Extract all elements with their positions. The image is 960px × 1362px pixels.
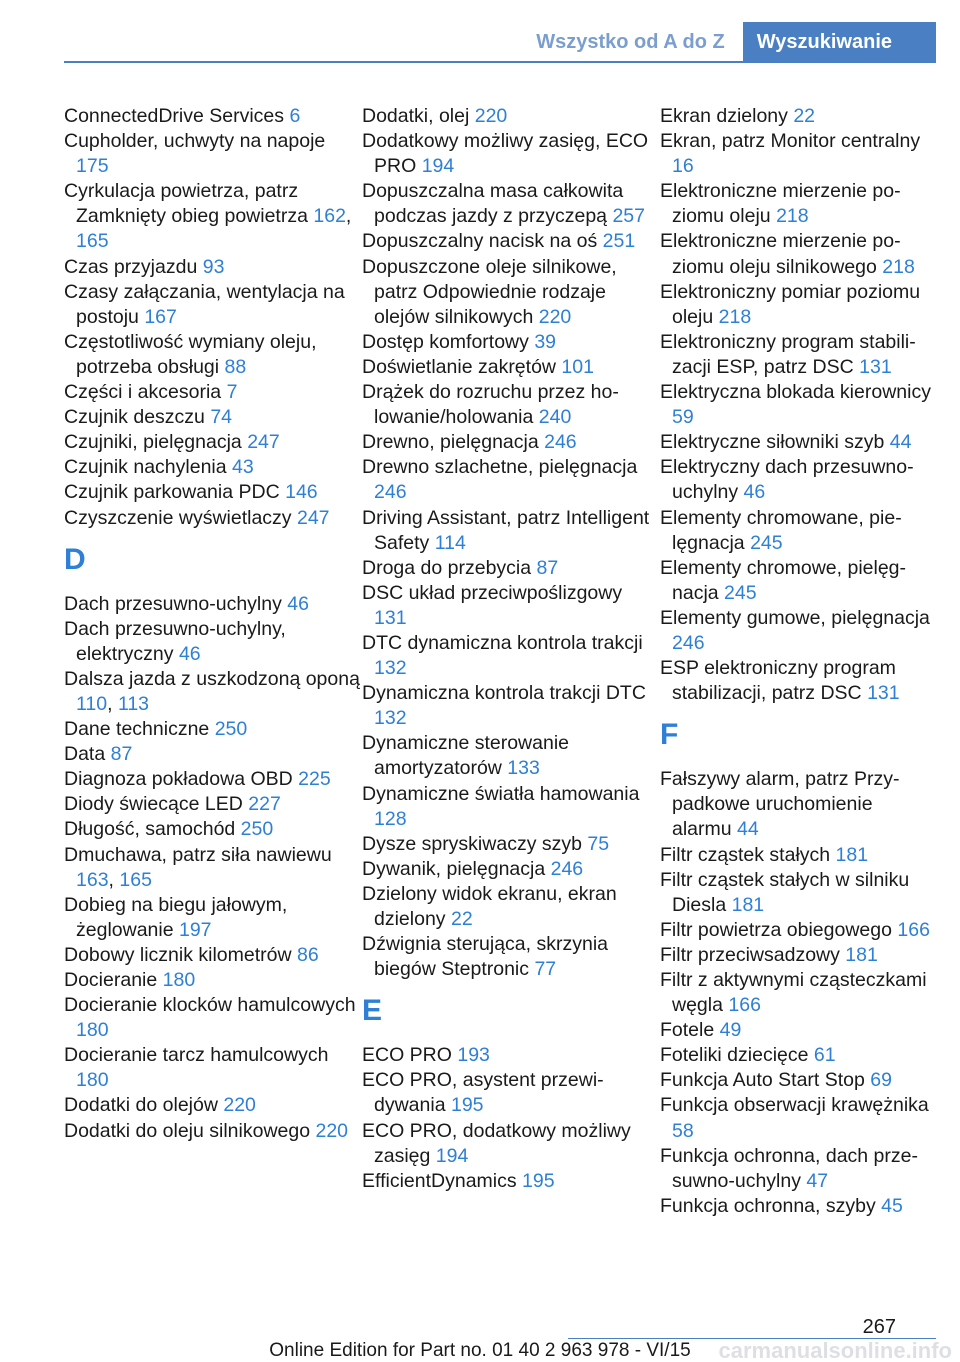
- index-entry: [64, 792, 362, 817]
- index-entry-term: Dynamiczne światła hamowania: [362, 782, 640, 805]
- page-link[interactable]: 181: [731, 893, 765, 916]
- index-entry-term: Elementy gumowe, pielęgnacja: [660, 606, 930, 629]
- index-column-2: [362, 104, 660, 1219]
- page-link[interactable]: 44: [737, 818, 759, 841]
- page-link[interactable]: 175: [76, 155, 109, 178]
- page-link[interactable]: 101: [561, 355, 594, 378]
- page-link[interactable]: 113: [117, 692, 150, 715]
- page-link[interactable]: 7: [226, 381, 238, 404]
- page-link[interactable]: 180: [162, 969, 196, 991]
- index-entry: [660, 104, 932, 129]
- index-entry-term: Elektryczny dach przesuwno-uchylny: [660, 456, 914, 504]
- index-entry: [362, 506, 660, 556]
- index-entry-term: Dane techniczne: [64, 718, 215, 741]
- index-letter-heading: D: [64, 542, 86, 576]
- index-entry: [362, 179, 660, 229]
- page-link[interactable]: 220: [223, 1094, 256, 1117]
- index-entry-term: EfficientDynamics: [362, 1169, 523, 1192]
- page-link[interactable]: 251: [602, 230, 636, 253]
- index-entry-term: Dodatki do olejów: [64, 1094, 224, 1117]
- index-entry-term: Elektroniczne mierzenie poziomu oleju: [660, 180, 901, 228]
- index-entry: [64, 480, 362, 505]
- index-entry-term: Foteliki dziecięce: [660, 1044, 814, 1067]
- page-link[interactable]: 16: [672, 155, 694, 178]
- index-entry: [362, 1169, 660, 1194]
- index-entry-term: Fałszywy alarm, patrz Przypadkowe uruchomienie alarmu: [660, 768, 900, 841]
- page-link[interactable]: 246: [544, 431, 577, 454]
- page-link[interactable]: 194: [421, 155, 455, 178]
- tab-index[interactable]: Wszystko od A do Z: [518, 22, 743, 62]
- index-entry-term: Dodatki do oleju silnikowego: [64, 1119, 316, 1142]
- index-entry: [362, 782, 660, 832]
- index-entry-term: Filtr przeciwsadzowy: [660, 943, 846, 966]
- index-entry: [64, 767, 362, 792]
- page-link[interactable]: 146: [285, 481, 318, 504]
- index-entry: [362, 355, 660, 380]
- index-entry: [362, 932, 660, 982]
- index-entry-term: ConnectedDrive Services: [64, 105, 290, 127]
- index-entry-term: Dywanik, pielęgnacja: [362, 857, 551, 880]
- page-link[interactable]: 46: [287, 592, 309, 615]
- index-entry: [660, 380, 932, 430]
- index-entry: [362, 681, 660, 731]
- index-entry: [64, 330, 362, 380]
- page-link[interactable]: 165: [119, 868, 152, 891]
- page-link[interactable]: 181: [835, 843, 869, 866]
- page-link[interactable]: 193: [457, 1044, 490, 1067]
- index-entry-term: Dysze spryskiwaczy szyb: [362, 832, 588, 855]
- index-entry-term: Filtr cząstek stałych: [660, 843, 836, 866]
- index-entry-term: Czyszczenie wyświetlaczy: [64, 506, 297, 529]
- index-entry-term: Dynamiczna kontrola trakcji DTC: [362, 682, 646, 705]
- page-link[interactable]: 46: [178, 642, 201, 665]
- index-entry: [64, 104, 362, 129]
- index-entry: [64, 617, 362, 667]
- index-entry-term: Dostęp komfortowy: [362, 330, 535, 353]
- page-link[interactable]: 166: [897, 918, 930, 941]
- index-entry-term: Ekran dzielony: [660, 105, 794, 127]
- index-entry: [660, 767, 932, 842]
- index-entry-term: Dopuszczalna masa całkowita podczas jazdy z przyczepą: [362, 180, 624, 228]
- page-separator: ,: [107, 692, 118, 715]
- page-link[interactable]: 58: [672, 1119, 694, 1142]
- page-link[interactable]: 61: [813, 1044, 836, 1067]
- index-entry: [362, 330, 660, 355]
- index-entry-term: Drążek do rozruchu przez holowanie/holowania: [362, 381, 619, 429]
- page-link[interactable]: 245: [750, 531, 783, 554]
- index-entry-term: Elektroniczne mierzenie poziomu oleju silnikowego: [660, 230, 901, 278]
- index-entry: [362, 104, 660, 129]
- index-entry-term: Dobieg na biegu jałowym, żeglowanie: [64, 893, 288, 941]
- page-link[interactable]: 86: [296, 943, 319, 966]
- page-link[interactable]: 39: [534, 330, 557, 353]
- page-link[interactable]: 162: [313, 205, 346, 228]
- index-entry: [660, 506, 932, 556]
- index-entry-term: Docieranie: [64, 969, 163, 991]
- index-entry-term: Dzielony widok ekranu, ekran dzielony: [362, 882, 617, 930]
- index-entry: [362, 1119, 660, 1169]
- page-link[interactable]: 220: [474, 105, 508, 127]
- page-link[interactable]: 225: [298, 768, 331, 791]
- index-entry: [660, 1093, 932, 1143]
- index-entry: [362, 1043, 660, 1068]
- index-entry: [64, 430, 362, 455]
- index-entry: [660, 430, 932, 455]
- index-entry: [64, 179, 362, 254]
- index-entry-term: Elementy chromowane, pielęgnacja: [660, 506, 902, 554]
- index-entry: [362, 455, 660, 505]
- page-link[interactable]: 132: [374, 657, 407, 680]
- index-entry: [660, 229, 932, 279]
- page-link[interactable]: 195: [450, 1094, 484, 1117]
- index-entry: [362, 380, 660, 430]
- index-entry: [660, 1043, 932, 1068]
- page-link[interactable]: 6: [289, 105, 301, 127]
- index-entry: [64, 592, 362, 617]
- index-letter-heading: E: [362, 994, 383, 1028]
- footer-divider: [568, 1338, 936, 1339]
- page-link[interactable]: 22: [450, 908, 473, 930]
- page-link[interactable]: 43: [232, 456, 254, 479]
- index-entry: [64, 717, 362, 742]
- index-entry-term: Czujnik nachylenia: [64, 456, 233, 479]
- page-link[interactable]: 180: [76, 1019, 109, 1042]
- index-entry-term: DSC układ przeciwpoślizgowy: [362, 581, 623, 604]
- index-entry: [64, 129, 362, 179]
- page-link[interactable]: 132: [374, 707, 407, 730]
- index-entry: [660, 1018, 932, 1043]
- page-link[interactable]: 180: [76, 1069, 109, 1092]
- page-link[interactable]: 220: [315, 1119, 349, 1142]
- page-link[interactable]: 59: [672, 406, 694, 429]
- index-entry: [362, 731, 660, 781]
- index-entry: [660, 280, 932, 330]
- page-link[interactable]: 128: [374, 807, 407, 830]
- page-separator: ,: [345, 205, 352, 228]
- index-entry: [362, 430, 660, 455]
- index-entry: [64, 506, 362, 531]
- index-entry: [64, 968, 362, 993]
- header-divider: [64, 61, 936, 63]
- index-entry: [64, 843, 362, 893]
- page-link[interactable]: 250: [240, 818, 274, 841]
- index-entry: [64, 667, 362, 717]
- page-link[interactable]: 131: [859, 355, 892, 378]
- index-entry: [660, 129, 932, 179]
- index-entry-term: Ekran, patrz Monitor centralny: [660, 130, 921, 153]
- page-link[interactable]: 246: [550, 857, 584, 880]
- index-entry: [64, 1093, 362, 1118]
- page-link[interactable]: 166: [728, 994, 761, 1017]
- index-entry: [660, 330, 932, 380]
- index-entry-term: ECO PRO: [362, 1044, 458, 1067]
- page-link[interactable]: 77: [534, 958, 557, 981]
- index-entry-term: Czasy załączania, wentylacja na postoju: [64, 280, 345, 328]
- index-entry: [64, 405, 362, 430]
- index-letter-heading: F: [660, 718, 679, 752]
- index-entry-term: Dopuszczalny nacisk na oś: [362, 230, 603, 253]
- page-number: 267: [862, 1316, 896, 1338]
- index-entry-term: Filtr powietrza obiegowego: [660, 918, 898, 941]
- page-link[interactable]: 110: [76, 692, 108, 715]
- index-entry-term: Dach przesuwno-uchylny, elektryczny: [64, 617, 286, 665]
- page-link[interactable]: 197: [178, 918, 212, 941]
- index-entry: [64, 817, 362, 842]
- index-entry-term: Funkcja ochronna, szyby: [660, 1194, 882, 1217]
- index-entry-term: Elementy chromowe, pielęgnacja: [660, 556, 907, 604]
- index-entry-term: Dźwignia sterująca, skrzynia biegów Steptronic: [362, 933, 609, 981]
- index-entry-term: Docieranie tarcz hamulcowych: [64, 1044, 329, 1067]
- page-link[interactable]: 194: [435, 1144, 469, 1167]
- page-link[interactable]: 227: [248, 793, 281, 816]
- index-entry-term: Droga do przebycia: [362, 556, 537, 579]
- page-link[interactable]: 114: [434, 531, 466, 554]
- index-entry-term: Elektryczna blokada kierownicy: [660, 381, 931, 404]
- index-entry-term: Długość, samochód: [64, 818, 241, 841]
- index-entry-term: Dynamiczne sterowanie amortyzatorów: [362, 732, 570, 780]
- page-link[interactable]: 93: [202, 255, 225, 278]
- index-entry-term: ECO PRO, asystent przewidywania: [362, 1069, 604, 1117]
- index-entry: [660, 868, 932, 918]
- index-entry: [660, 943, 932, 968]
- watermark: carmanualsonline.info: [718, 1338, 952, 1362]
- index-column-1: [64, 104, 362, 1219]
- index-entry-term: Części i akcesoria: [64, 381, 227, 404]
- index-entry-term: Docieranie klocków hamulcowych: [64, 994, 356, 1017]
- index-entry: [362, 832, 660, 857]
- page-link[interactable]: 75: [587, 832, 610, 855]
- page-link[interactable]: 69: [870, 1069, 892, 1092]
- page-link[interactable]: 240: [538, 406, 572, 429]
- index-entry-term: Czujnik deszczu: [64, 406, 211, 429]
- index-entry-term: Cupholder, uchwyty na napoje: [64, 130, 326, 153]
- index-entry: [660, 455, 932, 505]
- page-link[interactable]: 195: [522, 1169, 555, 1192]
- index-entry-term: Drewno szlachetne, pielęgnacja: [362, 456, 638, 479]
- index-entry: [362, 882, 660, 932]
- index-entry: [660, 606, 932, 656]
- page-link[interactable]: 250: [214, 718, 248, 741]
- index-entry-term: Driving Assistant, patrz Intelligent Safety: [362, 506, 650, 554]
- index-entry-term: Dodatkowy możliwy zasięg, ECO PRO: [362, 130, 649, 178]
- index-entry: [660, 843, 932, 868]
- page-link[interactable]: 87: [536, 556, 559, 579]
- page-separator: ,: [108, 868, 120, 891]
- index-entry: [64, 455, 362, 480]
- index-entry: [362, 631, 660, 681]
- index-entry-term: Czas przyjazdu: [64, 255, 203, 278]
- index-entry-term: ESP elektroniczny program stabilizacji, patrz DSC: [660, 657, 896, 705]
- index-entry-term: Funkcja obserwacji krawężnika: [660, 1094, 929, 1117]
- index-entry-term: Funkcja Auto Start Stop: [660, 1069, 871, 1092]
- index-entry: [362, 857, 660, 882]
- index-entry: [660, 968, 932, 1018]
- page-link[interactable]: 247: [247, 431, 280, 454]
- index-entry-term: Dodatki, olej: [362, 105, 475, 127]
- index-entry-term: Czujnik parkowania PDC: [64, 481, 286, 504]
- index-entry-term: Dobowy licznik kilometrów: [64, 943, 297, 966]
- page-link[interactable]: 22: [793, 105, 816, 127]
- index-entry: [362, 129, 660, 179]
- index-entry-term: Elektroniczny pomiar poziomu oleju: [660, 280, 921, 328]
- index-entry: [64, 255, 362, 280]
- section-header: [518, 22, 936, 62]
- index-entry: [660, 1144, 932, 1194]
- index-entry-term: Filtr cząstek stałych w silniku Diesla: [660, 868, 910, 916]
- page-link[interactable]: 218: [718, 305, 752, 328]
- index-columns: [64, 104, 934, 1219]
- index-entry: [362, 1068, 660, 1118]
- index-entry-term: Dach przesuwno-uchylny: [64, 592, 288, 615]
- index-entry: [64, 893, 362, 943]
- index-entry-term: Drewno, pielęgnacja: [362, 431, 545, 454]
- edition-note: Online Edition for Part no. 01 40 2 963 978 - VI/15: [269, 1340, 691, 1361]
- page-link[interactable]: 46: [743, 481, 766, 504]
- page-link[interactable]: 257: [612, 205, 645, 228]
- page-link[interactable]: 131: [867, 682, 900, 705]
- index-entry-term: Cyrkulacja powietrza, patrz Zamknięty obieg powietrza: [64, 180, 314, 228]
- index-entry: [660, 656, 932, 706]
- index-entry: [64, 993, 362, 1043]
- page-link[interactable]: 131: [374, 606, 407, 629]
- index-entry: [64, 1043, 362, 1093]
- index-entry: [362, 556, 660, 581]
- tab-search[interactable]: Wyszukiwanie: [743, 22, 936, 62]
- page-link[interactable]: 44: [889, 431, 912, 454]
- index-entry-term: Fotele: [660, 1019, 720, 1042]
- index-entry: [64, 742, 362, 767]
- index-entry-term: Czujniki, pielęgnacja: [64, 431, 248, 454]
- page-link[interactable]: 246: [374, 481, 407, 504]
- index-entry: [660, 1068, 932, 1093]
- page-link[interactable]: 246: [672, 631, 705, 654]
- page-link[interactable]: 245: [724, 581, 757, 604]
- page-link[interactable]: 49: [719, 1019, 742, 1042]
- page-link[interactable]: 218: [882, 255, 915, 278]
- index-entry: [64, 1119, 362, 1144]
- index-entry-term: Elektroniczny program stabilizacji ESP, patrz DSC: [660, 330, 916, 378]
- index-entry-term: Funkcja ochronna, dach przesuwno-uchylny: [660, 1144, 918, 1192]
- page-link[interactable]: 87: [110, 743, 133, 766]
- index-entry-term: Doświetlanie zakrętów: [362, 355, 562, 378]
- index-entry: [362, 581, 660, 631]
- index-entry-term: Diagnoza pokładowa OBD: [64, 768, 299, 791]
- page-link[interactable]: 163: [76, 868, 109, 891]
- index-entry-term: Diody świecące LED: [64, 793, 249, 816]
- index-entry: [660, 918, 932, 943]
- page-link[interactable]: 133: [507, 757, 540, 780]
- page-link[interactable]: 220: [538, 305, 572, 328]
- index-entry: [660, 179, 932, 229]
- index-entry-term: Filtr z aktywnymi cząsteczkami węgla: [660, 969, 927, 1017]
- index-entry-term: DTC dynamiczna kontrola trakcji: [362, 631, 643, 654]
- index-column-3: [660, 104, 932, 1219]
- page-link[interactable]: 247: [296, 506, 330, 529]
- index-entry-term: ECO PRO, dodatkowy możliwy zasięg: [362, 1119, 631, 1167]
- index-entry: [660, 1194, 932, 1219]
- index-entry: [64, 943, 362, 968]
- index-entry: [362, 229, 660, 254]
- index-entry-term: Częstotliwość wymiany oleju, potrzeba obsługi: [64, 330, 317, 378]
- page-link[interactable]: 74: [210, 406, 233, 429]
- page-link[interactable]: 88: [224, 355, 247, 378]
- index-entry: [64, 280, 362, 330]
- page-link[interactable]: 218: [776, 205, 809, 228]
- index-entry-term: Data: [64, 743, 111, 766]
- page-link[interactable]: 181: [845, 943, 878, 966]
- index-entry-term: Dopuszczone oleje silnikowe, patrz Odpowiednie rodzaje olejów silnikowych: [362, 255, 617, 328]
- index-entry: [362, 255, 660, 330]
- index-entry: [660, 556, 932, 606]
- page-link[interactable]: 47: [806, 1169, 829, 1192]
- page-link[interactable]: 165: [76, 230, 109, 253]
- index-entry: [64, 380, 362, 405]
- index-entry-term: Dalsza jazda z uszkodzoną oponą: [64, 667, 360, 690]
- page-link[interactable]: 167: [144, 305, 177, 328]
- index-entry-term: Dmuchawa, patrz siła nawiewu: [64, 843, 332, 866]
- index-entry-term: Elektryczne siłowniki szyb: [660, 431, 890, 454]
- page-link[interactable]: 45: [881, 1194, 903, 1217]
